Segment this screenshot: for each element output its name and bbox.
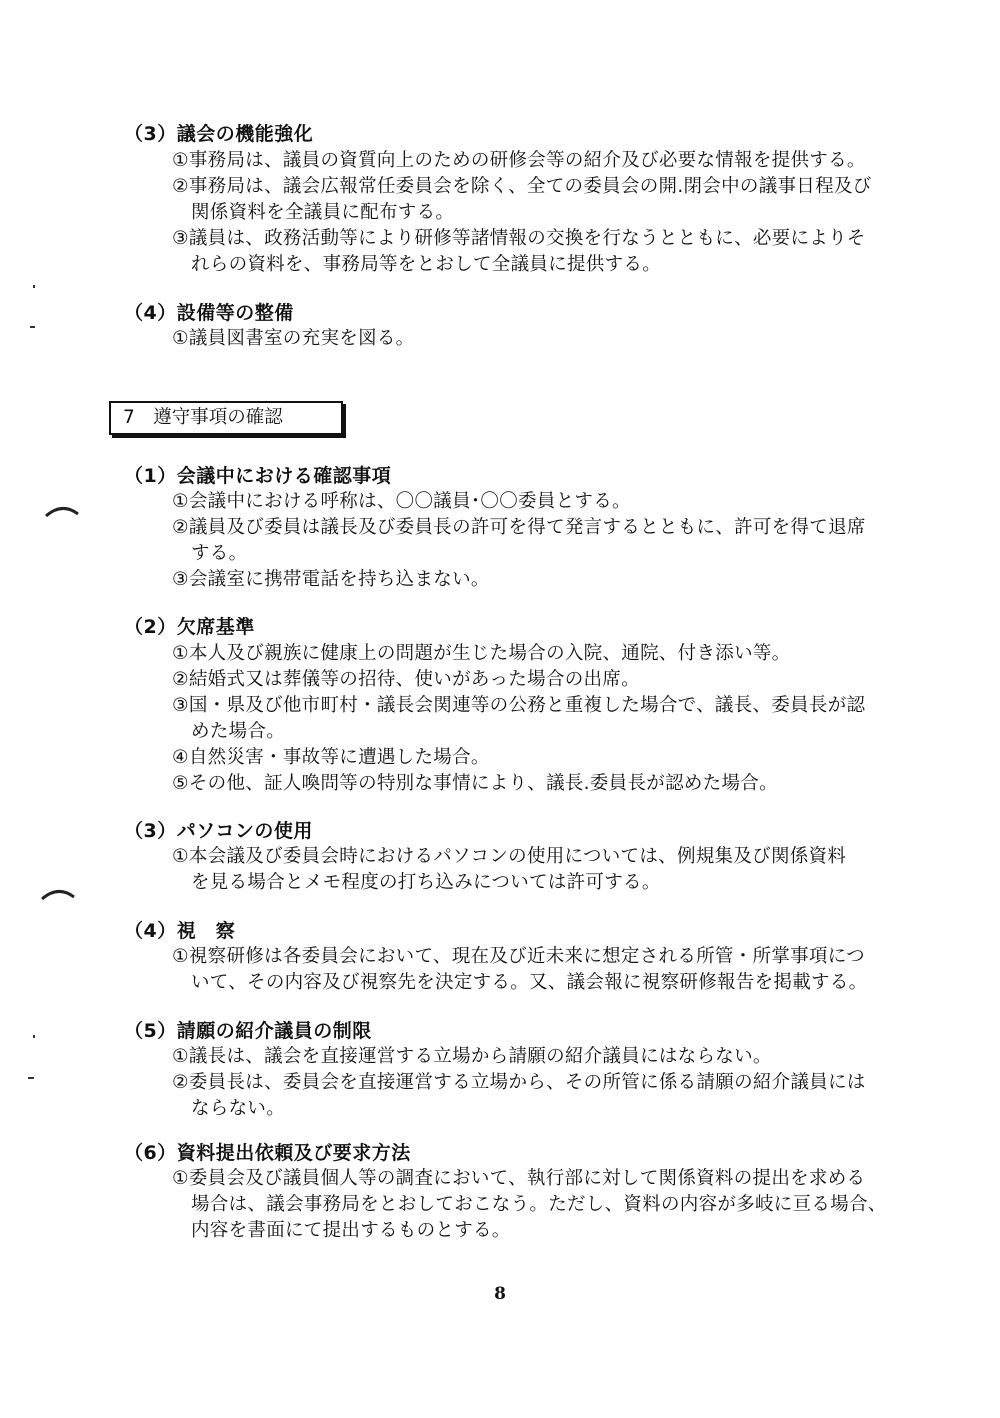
- section-heading-4: （4）設備等の整備: [124, 302, 294, 324]
- text-line: ①委員会及び議員個人等の調査において、執行部に対して関係資料の提出を求める: [172, 1168, 866, 1189]
- scan-speck: [28, 1077, 34, 1079]
- text-line: ②委員長は、委員会を直接運営する立場から、その所管に係る請願の紹介議員には: [172, 1072, 866, 1093]
- item-heading-6: （6）資料提出依頼及び要求方法: [124, 1142, 411, 1164]
- text-line: ①会議中における呼称は、〇〇議員･〇〇委員とする。: [172, 491, 631, 512]
- text-line: ③議員は、政務活動等により研修等諸情報の交換を行なうとともに、必要によりそ: [172, 228, 866, 249]
- item-heading-1: （1）会議中における確認事項: [124, 465, 392, 487]
- text-line: ①議員図書室の充実を図る。: [172, 328, 415, 349]
- binder-hole-mark: [40, 885, 76, 903]
- text-line: ②事務局は、議会広報常任委員会を除く、全ての委員会の開.閉会中の議事日程及び: [172, 176, 872, 197]
- text-line: 内容を書面にて提出するものとする。: [191, 1220, 511, 1241]
- text-line: 関係資料を全議員に配布する。: [191, 202, 455, 223]
- scan-speck: [33, 285, 35, 288]
- text-line: ①本人及び親族に健康上の問題が生じた場合の入院、通院、付き添い等。: [172, 643, 791, 664]
- scan-speck: [33, 1035, 35, 1038]
- text-line: ④自然災害・事故等に遭遇した場合。: [172, 747, 490, 768]
- text-line: ①議長は、議会を直接運営する立場から請願の紹介議員にはならない。: [172, 1046, 772, 1067]
- item-heading-3: （3）パソコンの使用: [124, 820, 313, 842]
- text-line: ならない。: [191, 1098, 286, 1119]
- text-line: ①事務局は、議員の資質向上のための研修会等の紹介及び必要な情報を提供する。: [172, 150, 866, 171]
- section-heading-3: （3）議会の機能強化: [124, 123, 314, 145]
- text-line: ①本会議及び委員会時におけるパソコンの使用については、例規集及び関係資料: [172, 846, 847, 867]
- text-line: 場合は、議会事務局をとおしておこなう。ただし、資料の内容が多岐に亘る場合、: [191, 1194, 887, 1215]
- scan-speck: [30, 326, 35, 328]
- chapter-title: 7 遵守事項の確認: [123, 407, 283, 428]
- item-heading-2: （2）欠席基準: [124, 616, 255, 638]
- text-line: めた場合。: [191, 721, 286, 742]
- chapter-title-box: [109, 401, 343, 435]
- text-line: ②議員及び委員は議長及び委員長の許可を得て発言するとともに、許可を得て退席: [172, 517, 866, 538]
- item-heading-5: （5）請願の紹介議員の制限: [124, 1020, 372, 1042]
- text-line: する。: [191, 543, 248, 564]
- item-heading-4: （4）視 察: [124, 920, 236, 942]
- text-line: いて、その内容及び視察先を決定する。又、議会報に視察研修報告を掲載する。: [191, 972, 868, 993]
- text-line: を見る場合とメモ程度の打ち込みについては許可する。: [191, 872, 661, 893]
- text-line: れらの資料を、事務局等をとおして全議員に提供する。: [191, 254, 662, 275]
- page-number: 8: [494, 1284, 506, 1304]
- text-line: ①視察研修は各委員会において、現在及び近未来に想定される所管・所掌事項につ: [172, 946, 865, 967]
- binder-hole-mark: [44, 502, 80, 520]
- text-line: ②結婚式又は葬儀等の招待、使いがあった場合の出席。: [172, 669, 640, 690]
- text-line: ⑤その他、証人喚問等の特別な事情により、議長.委員長が認めた場合。: [172, 773, 778, 794]
- text-line: ③会議室に携帯電話を持ち込まない。: [172, 569, 490, 590]
- text-line: ③国・県及び他市町村・議長会関連等の公務と重複した場合で、議長、委員長が認: [172, 695, 866, 716]
